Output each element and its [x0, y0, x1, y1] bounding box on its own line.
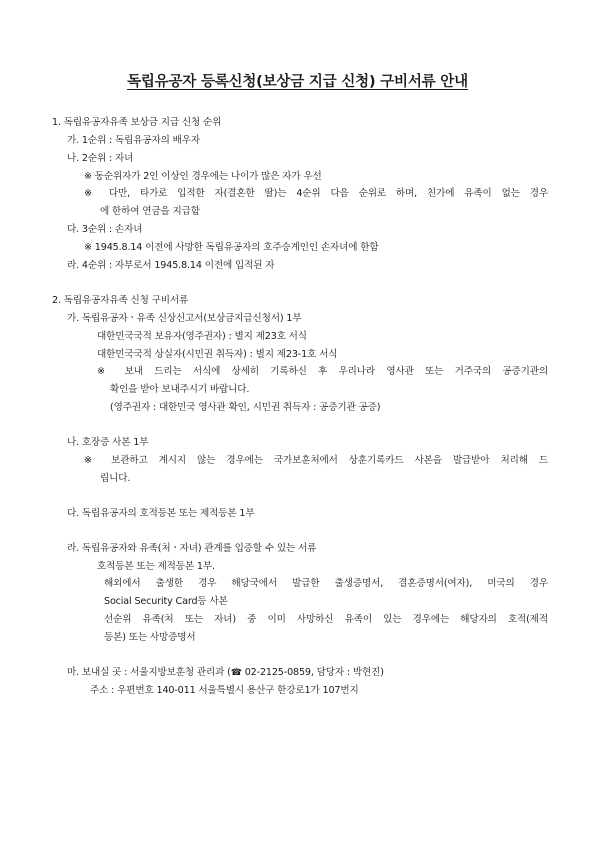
note-form-confirm-cont: 확인을 받아 보내주시기 바랍니다. [110, 384, 250, 395]
note-same-rank: ※ 동순위자가 2인 이상인 경우에는 나이가 많은 자가 우선 [84, 171, 322, 182]
relation-doc-deceased-cont: 등본) 또는 사망증명서 [104, 632, 196, 643]
note-form-confirm: ※ 보내 드리는 서식에 상세히 기록하신 후 우리나라 영사관 또는 거주국의 공증기관의 [97, 366, 548, 377]
item-na-certificate: 나. 호장증 사본 1부 [67, 437, 149, 448]
relation-doc-overseas: 해외에서 출생한 경우 해당국에서 발급한 출생증명서, 결혼증명서(여자), 미국의 경우 [104, 578, 548, 589]
item-ga-report: 가. 독립유공자ㆍ유족 신상신고서(보상금지급신청서) 1부 [67, 313, 302, 324]
note-married-daughter-cont: 에 한하여 연금을 지급함 [100, 206, 200, 217]
item-ra-relation: 라. 독립유공자와 유족(처ㆍ자녀) 관계를 입증할 수 있는 서류 [67, 543, 317, 554]
send-to-phone: 02-2125-0859, 담당자 : 박현진) [244, 667, 384, 678]
relation-doc-overseas-cont: Social Security Card등 사본 [104, 596, 228, 607]
document-title: 독립유공자 등록신청(보상금 지급 신청) 구비서류 안내 [127, 74, 468, 90]
relation-doc-register: 호적등본 또는 제적등본 1부. [97, 561, 215, 572]
section-2-heading: 2. 독립유공자유족 신청 구비서류 [52, 295, 189, 306]
form-permanent-resident: 대한민국국적 보유자(영주권자) : 별지 제23호 서식 [97, 331, 307, 342]
item-da-rank3: 다. 3순위 : 손자녀 [67, 224, 143, 235]
note-married-daughter: ※ 다만, 타가로 입적한 자(결혼한 딸)는 4순위 다음 순위로 하며, 친가에 유족이 없는 경우 [84, 188, 548, 199]
form-citizenship: 대한민국국적 상실자(시민권 취득자) : 별지 제23-1호 서식 [97, 349, 338, 360]
item-da-register: 다. 독립유공자의 호적등본 또는 제적등본 1부 [67, 508, 255, 519]
item-ma-send-to [67, 666, 384, 680]
note-grandchild: ※ 1945.8.14 이전에 사망한 독립유공자의 호주승계인인 손자녀에 한함 [84, 242, 379, 253]
telephone-icon: ☎ [230, 668, 242, 678]
send-to-label: 마. 보내실 곳 : 서울지방보훈청 관리과 ( [67, 667, 231, 678]
section-1-heading: 1. 독립유공자유족 보상금 지급 신청 순위 [52, 117, 222, 128]
relation-doc-deceased: 선순위 유족(처 또는 자녀) 중 이미 사망하신 유족이 있는 경우에는 해당자의 호적(제적 [104, 614, 548, 625]
item-na-rank2: 나. 2순위 : 자녀 [67, 153, 134, 164]
note-certificate: ※ 보관하고 계시지 않는 경우에는 국가보훈처에서 상훈기록카드 사본을 발급받아 처리해 드 [84, 455, 548, 466]
item-ra-rank4: 라. 4순위 : 자부로서 1945.8.14 이전에 입적된 자 [67, 260, 275, 271]
send-to-address: 주소 : 우편번호 140-011 서울특별시 용산구 한강로1가 107번지 [90, 685, 359, 696]
item-ga-rank1: 가. 1순위 : 독립유공자의 배우자 [67, 135, 200, 146]
note-certificate-cont: 립니다. [100, 473, 131, 484]
note-form-confirm-detail: (영주권자 : 대한민국 영사관 확인, 시민권 취득자 : 공증기관 공증) [110, 402, 381, 413]
